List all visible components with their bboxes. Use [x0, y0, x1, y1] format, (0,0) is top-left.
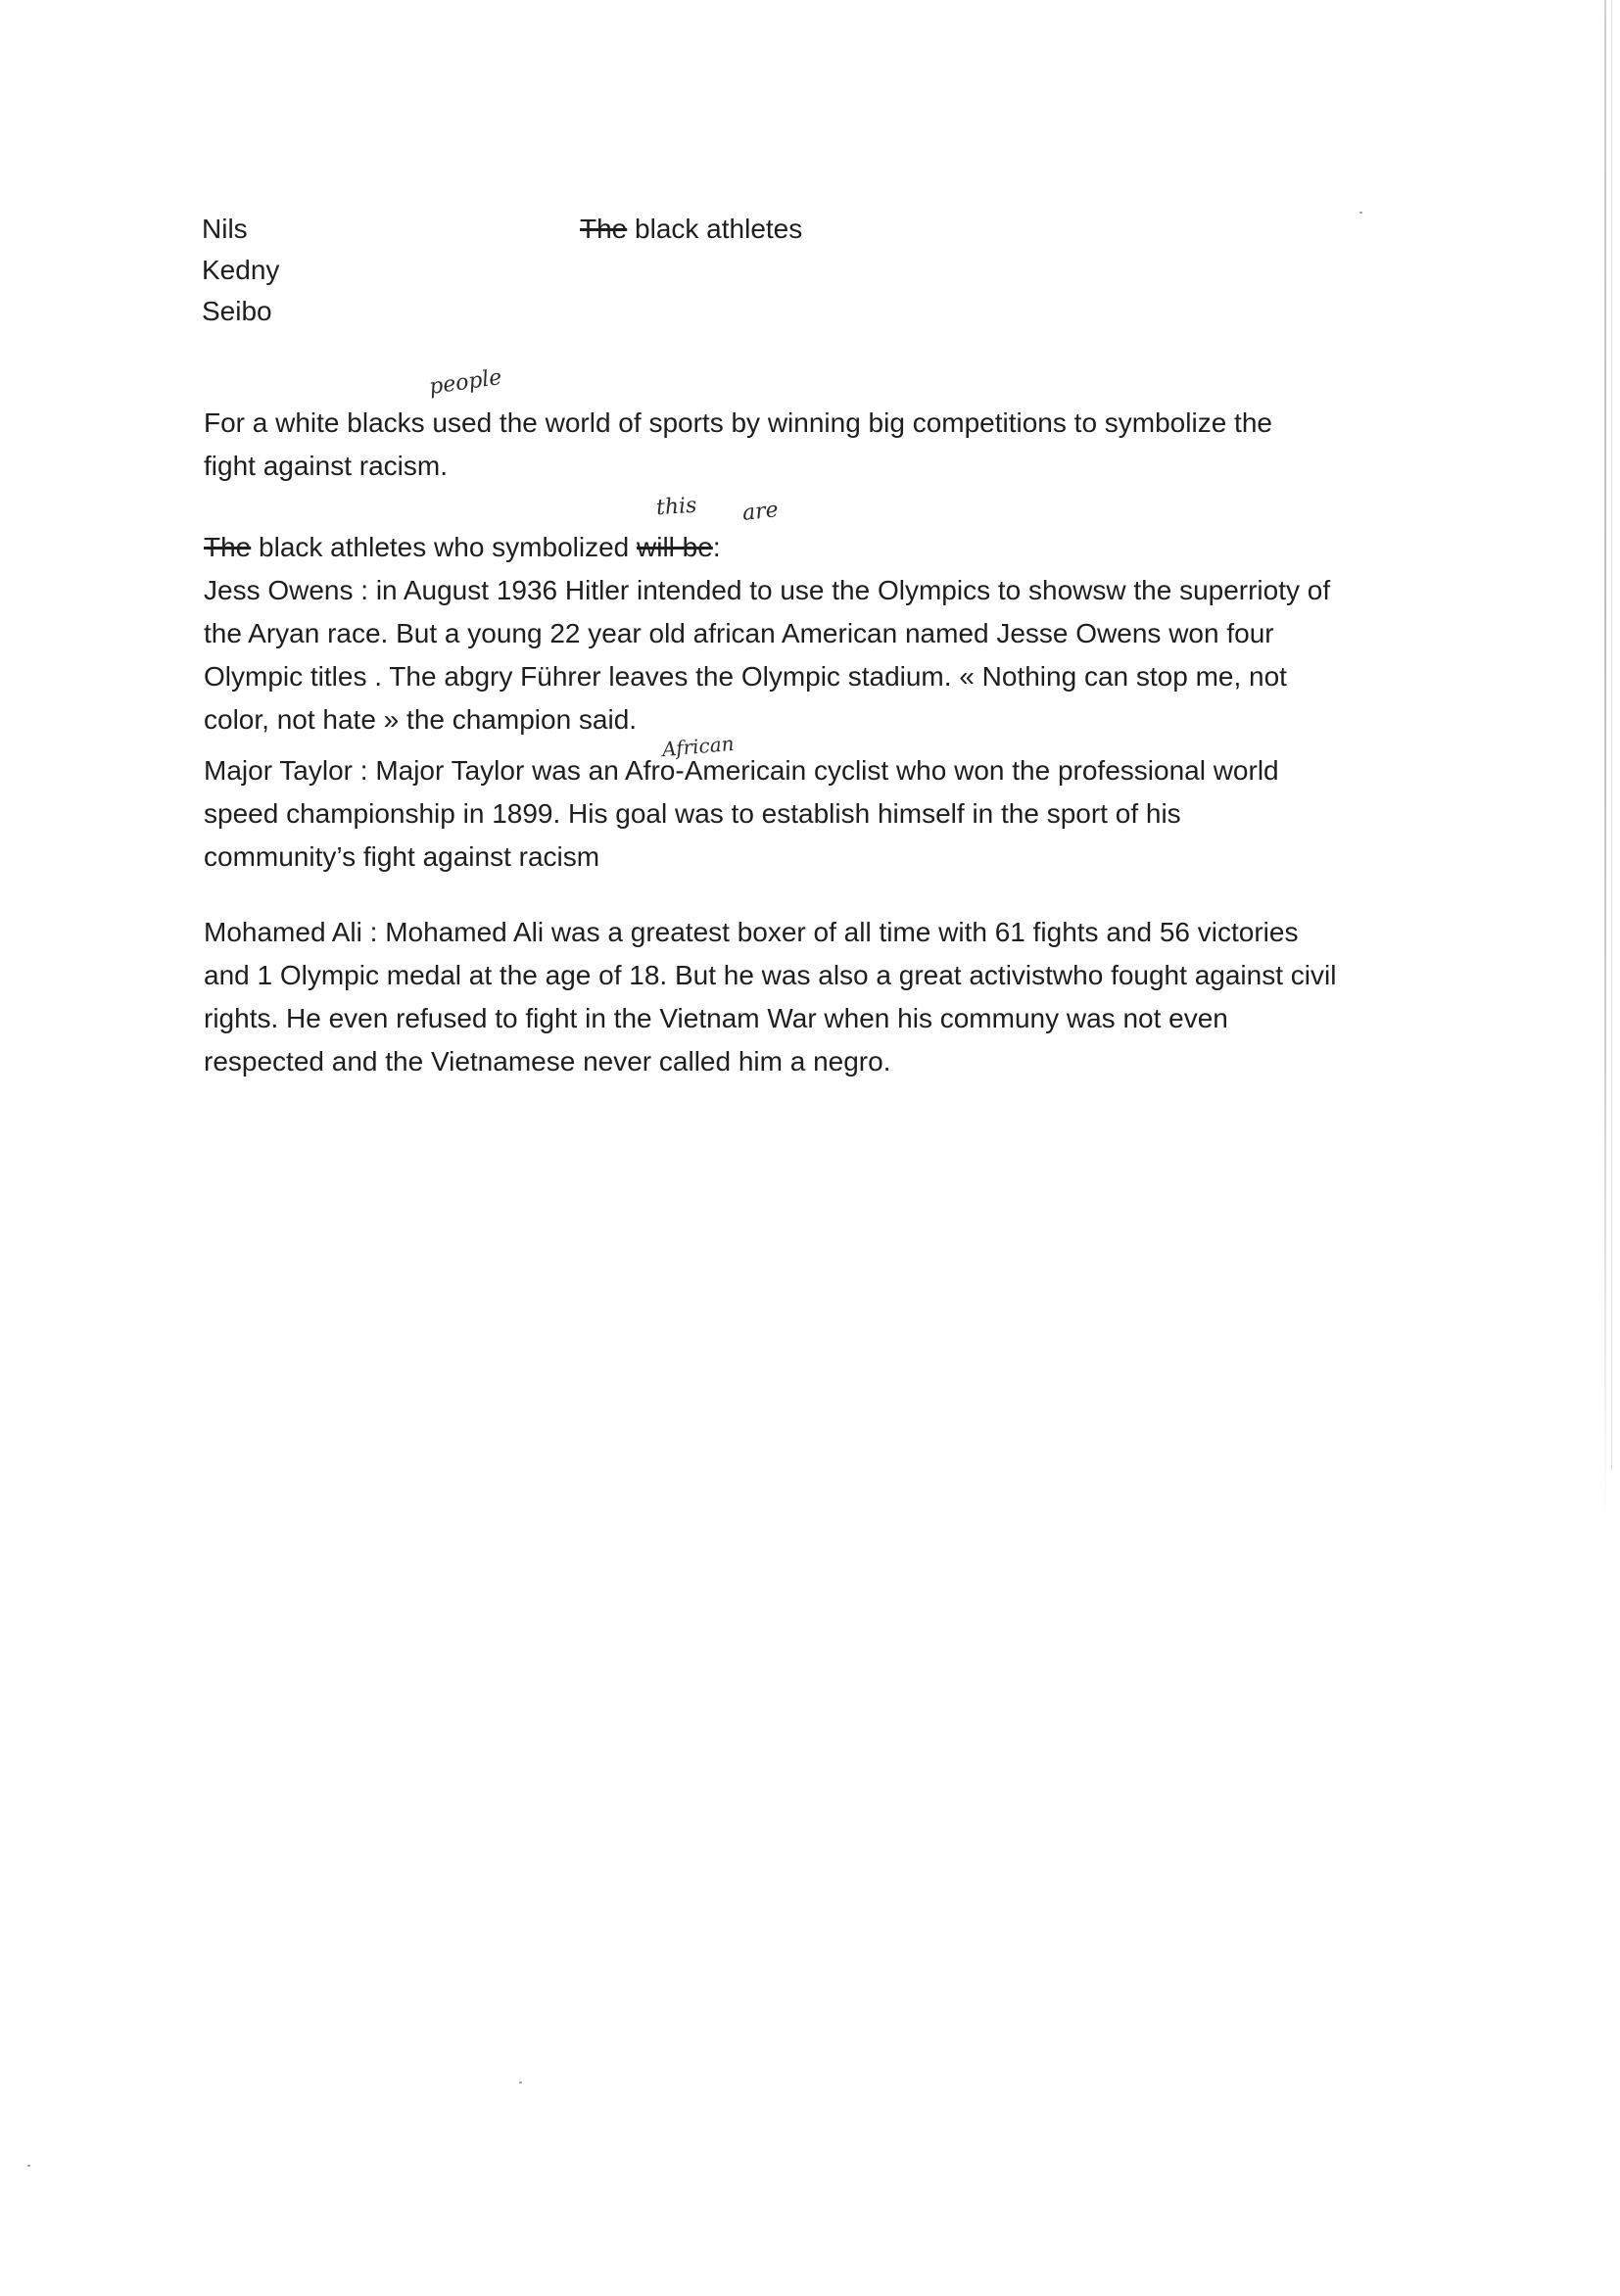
ali-paragraph — [204, 911, 1336, 1083]
intro-paragraph — [204, 402, 1272, 488]
scan-speck — [27, 2165, 30, 2167]
struck-word: will be — [637, 532, 713, 562]
handwritten-correction: African — [661, 731, 736, 762]
paragraph-line: Mohamed Ali : Mohamed Ali was a greatest boxer of all time with 61 fights and 56 victories — [204, 917, 1299, 947]
handwritten-correction: this — [655, 493, 698, 521]
paragraph-line: color, not hate » the champion said. — [204, 704, 638, 735]
taylor-paragraph — [204, 749, 1279, 879]
document-title — [580, 209, 802, 250]
paragraph-line: speed championship in 1899. His goal was to establish himself in the sport of his — [204, 798, 1181, 829]
author-list — [202, 209, 279, 332]
paragraph-line: Jess Owens : in August 1936 Hitler intended to use the Olympics to showsw the superrioty of — [204, 575, 1331, 605]
paragraph-line: fight against racism. — [204, 451, 448, 481]
title-text: black athletes — [635, 214, 803, 244]
struck-word: The — [204, 532, 252, 562]
paragraph-line: rights. He even refused to fight in the Vietnam War when his communy was not even — [204, 1003, 1228, 1033]
scan-edge-line — [1611, 0, 1612, 1469]
section-heading-line — [204, 526, 1330, 569]
author-name: Kedny — [202, 255, 280, 285]
heading-text: black athletes who symbolized — [259, 532, 630, 562]
author-name: Seibo — [202, 296, 272, 326]
author-name: Nils — [202, 214, 248, 244]
paragraph-line: For a white blacks used the world of sports by winning big competitions to symbolize the — [204, 407, 1272, 438]
heading-colon: : — [712, 532, 721, 562]
paragraph-line: and 1 Olympic medal at the age of 18. But he was also a great activistwho fought against civil — [204, 960, 1337, 990]
handwritten-correction: people — [427, 364, 503, 401]
paragraph-line: Major Taylor : Major Taylor was an Afro-Americain cyclist who won the professional world — [204, 755, 1279, 786]
athletes-section — [204, 526, 1330, 741]
paragraph-line: Olympic titles . The abgry Führer leaves the Olympic stadium. « Nothing can stop me, not — [204, 661, 1287, 692]
scan-edge-shadow — [1604, 0, 1606, 1528]
scan-speck — [1359, 212, 1362, 214]
paragraph-line: respected and the Vietnamese never called him a negro. — [204, 1046, 891, 1076]
paragraph-line: community’s fight against racism — [204, 841, 600, 872]
handwritten-correction: are — [740, 498, 780, 526]
scan-speck — [519, 2081, 522, 2083]
paragraph-line: the Aryan race. But a young 22 year old african American named Jesse Owens won four — [204, 618, 1274, 648]
struck-word: The — [580, 214, 628, 244]
